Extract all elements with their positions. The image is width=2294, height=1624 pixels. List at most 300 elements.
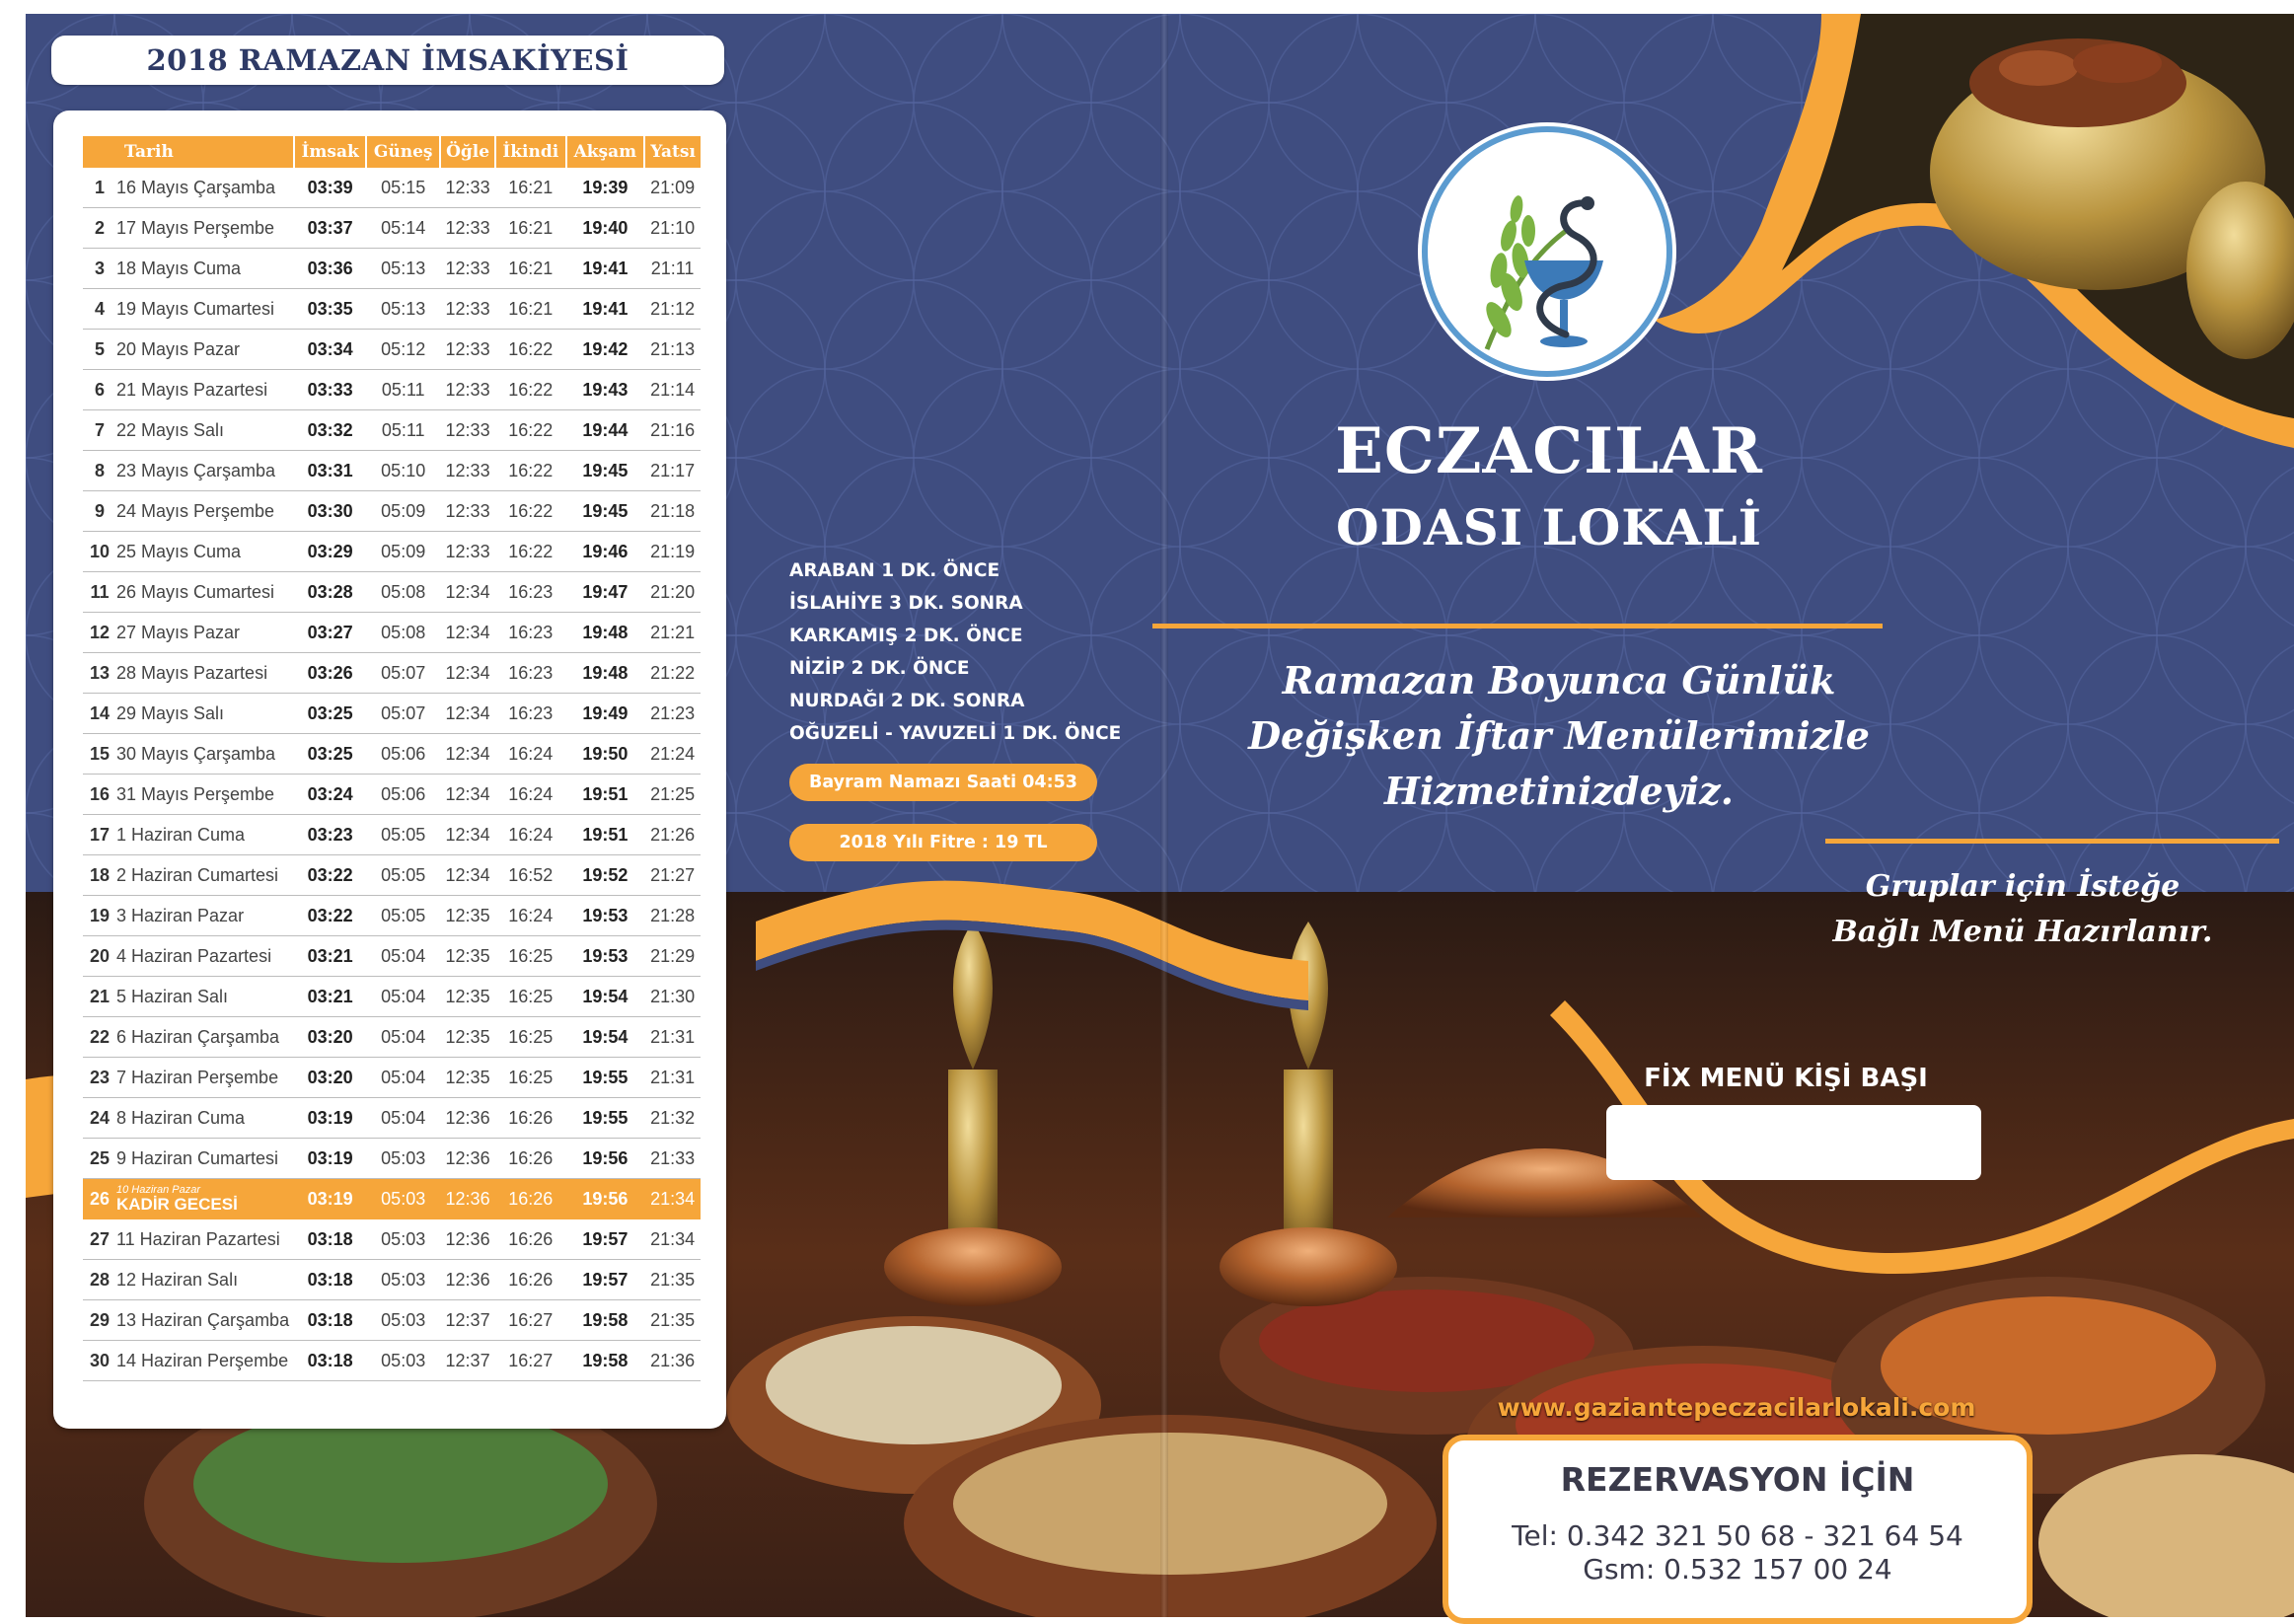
row-yatsi: 21:34 xyxy=(644,1219,701,1260)
row-yatsi: 21:33 xyxy=(644,1139,701,1179)
row-gunes: 05:13 xyxy=(366,249,440,289)
row-ogle: 12:36 xyxy=(440,1260,495,1300)
row-imsak: 03:25 xyxy=(294,734,366,775)
table-row xyxy=(83,1260,701,1300)
table-row xyxy=(83,613,701,653)
slogan-line-3: Hizmetinizdeyiz. xyxy=(1383,769,1734,813)
reservation-title: REZERVASYON İÇİN xyxy=(1560,1460,1915,1499)
row-aksam: 19:50 xyxy=(566,734,645,775)
row-ikindi: 16:25 xyxy=(495,1058,566,1098)
row-gunes: 05:03 xyxy=(366,1139,440,1179)
row-number: 12 xyxy=(83,613,116,653)
row-aksam: 19:55 xyxy=(566,1098,645,1139)
row-aksam: 19:47 xyxy=(566,572,645,613)
row-yatsi: 21:19 xyxy=(644,532,701,572)
row-gunes: 05:05 xyxy=(366,896,440,936)
row-date: 11 Haziran Pazartesi xyxy=(116,1219,294,1260)
brand-name-line1: ECZACILAR xyxy=(1335,414,1763,488)
row-aksam: 19:45 xyxy=(566,451,645,491)
row-imsak: 03:29 xyxy=(294,532,366,572)
row-number: 19 xyxy=(83,896,116,936)
row-ikindi: 16:24 xyxy=(495,815,566,855)
row-gunes: 05:03 xyxy=(366,1179,440,1219)
row-date: 6 Haziran Çarşamba xyxy=(116,1017,294,1058)
row-gunes: 05:04 xyxy=(366,1098,440,1139)
row-ikindi: 16:22 xyxy=(495,370,566,410)
row-ikindi: 16:21 xyxy=(495,289,566,330)
row-ogle: 12:36 xyxy=(440,1179,495,1219)
row-gunes: 05:05 xyxy=(366,855,440,896)
row-ogle: 12:36 xyxy=(440,1219,495,1260)
imsakiye-table xyxy=(83,136,701,1381)
row-imsak: 03:34 xyxy=(294,330,366,370)
row-aksam: 19:48 xyxy=(566,653,645,694)
row-yatsi: 21:18 xyxy=(644,491,701,532)
row-yatsi: 21:28 xyxy=(644,896,701,936)
row-date: 4 Haziran Pazartesi xyxy=(116,936,294,977)
header-tarih: Tarih xyxy=(83,136,294,168)
row-ogle: 12:33 xyxy=(440,168,495,208)
row-ikindi: 16:23 xyxy=(495,613,566,653)
row-gunes: 05:04 xyxy=(366,977,440,1017)
row-gunes: 05:13 xyxy=(366,289,440,330)
row-yatsi: 21:26 xyxy=(644,815,701,855)
row-gunes: 05:03 xyxy=(366,1260,440,1300)
row-imsak: 03:24 xyxy=(294,775,366,815)
row-number: 4 xyxy=(83,289,116,330)
row-number: 10 xyxy=(83,532,116,572)
row-imsak: 03:27 xyxy=(294,613,366,653)
row-gunes: 05:09 xyxy=(366,532,440,572)
row-date: 16 Mayıs Çarşamba xyxy=(116,168,294,208)
row-number: 25 xyxy=(83,1139,116,1179)
row-number: 18 xyxy=(83,855,116,896)
row-imsak: 03:22 xyxy=(294,896,366,936)
table-row xyxy=(83,775,701,815)
row-ikindi: 16:26 xyxy=(495,1179,566,1219)
row-date: 9 Haziran Cumartesi xyxy=(116,1139,294,1179)
row-date: 30 Mayıs Çarşamba xyxy=(116,734,294,775)
row-aksam: 19:41 xyxy=(566,289,645,330)
row-date: 23 Mayıs Çarşamba xyxy=(116,451,294,491)
row-ikindi: 16:21 xyxy=(495,168,566,208)
fitre-pill: 2018 Yılı Fitre : 19 TL xyxy=(789,824,1097,861)
row-yatsi: 21:27 xyxy=(644,855,701,896)
row-ikindi: 16:26 xyxy=(495,1139,566,1179)
row-number: 14 xyxy=(83,694,116,734)
row-date: 20 Mayıs Pazar xyxy=(116,330,294,370)
table-row xyxy=(83,1179,701,1219)
row-aksam: 19:41 xyxy=(566,249,645,289)
row-yatsi: 21:32 xyxy=(644,1098,701,1139)
row-yatsi: 21:22 xyxy=(644,653,701,694)
row-imsak: 03:18 xyxy=(294,1260,366,1300)
row-date: 22 Mayıs Salı xyxy=(116,410,294,451)
row-ogle: 12:35 xyxy=(440,1058,495,1098)
row-yatsi: 21:25 xyxy=(644,775,701,815)
row-number: 28 xyxy=(83,1260,116,1300)
row-date: 13 Haziran Çarşamba xyxy=(116,1300,294,1341)
row-aksam: 19:45 xyxy=(566,491,645,532)
row-imsak: 03:30 xyxy=(294,491,366,532)
header-ikindi: İkindi xyxy=(495,136,566,168)
row-date: 2 Haziran Cumartesi xyxy=(116,855,294,896)
row-date: 27 Mayıs Pazar xyxy=(116,613,294,653)
row-number: 9 xyxy=(83,491,116,532)
row-yatsi: 21:23 xyxy=(644,694,701,734)
row-gunes: 05:04 xyxy=(366,1058,440,1098)
table-row xyxy=(83,491,701,532)
row-number: 30 xyxy=(83,1341,116,1381)
imsakiye-table-card xyxy=(53,111,726,1429)
row-yatsi: 21:13 xyxy=(644,330,701,370)
row-gunes: 05:15 xyxy=(366,168,440,208)
row-imsak: 03:31 xyxy=(294,451,366,491)
row-ikindi: 16:26 xyxy=(495,1260,566,1300)
row-gunes: 05:03 xyxy=(366,1300,440,1341)
row-imsak: 03:35 xyxy=(294,289,366,330)
row-number: 11 xyxy=(83,572,116,613)
row-date: 28 Mayıs Pazartesi xyxy=(116,653,294,694)
table-row xyxy=(83,1219,701,1260)
fix-menu-label: FİX MENÜ KİŞİ BAŞI xyxy=(1644,1064,1928,1093)
header-gunes: Güneş xyxy=(366,136,440,168)
table-header-row xyxy=(83,136,701,168)
row-ikindi: 16:25 xyxy=(495,1017,566,1058)
row-gunes: 05:11 xyxy=(366,370,440,410)
table-row xyxy=(83,896,701,936)
row-yatsi: 21:11 xyxy=(644,249,701,289)
row-yatsi: 21:09 xyxy=(644,168,701,208)
row-yatsi: 21:14 xyxy=(644,370,701,410)
row-ogle: 12:33 xyxy=(440,410,495,451)
row-ogle: 12:34 xyxy=(440,572,495,613)
row-gunes: 05:04 xyxy=(366,936,440,977)
row-aksam: 19:55 xyxy=(566,1058,645,1098)
row-aksam: 19:49 xyxy=(566,694,645,734)
row-number: 1 xyxy=(83,168,116,208)
row-imsak: 03:19 xyxy=(294,1098,366,1139)
district-note: NURDAĞI 2 DK. SONRA xyxy=(789,691,1025,711)
row-gunes: 05:05 xyxy=(366,815,440,855)
row-aksam: 19:48 xyxy=(566,613,645,653)
row-ikindi: 16:22 xyxy=(495,330,566,370)
row-ogle: 12:37 xyxy=(440,1341,495,1381)
table-row xyxy=(83,694,701,734)
row-ikindi: 16:22 xyxy=(495,532,566,572)
row-imsak: 03:21 xyxy=(294,977,366,1017)
row-aksam: 19:56 xyxy=(566,1179,645,1219)
group-note-line-2: Bağlı Menü Hazırlanır. xyxy=(1832,915,2213,949)
row-number: 16 xyxy=(83,775,116,815)
row-ikindi: 16:22 xyxy=(495,410,566,451)
row-aksam: 19:44 xyxy=(566,410,645,451)
row-imsak: 03:22 xyxy=(294,855,366,896)
row-ikindi: 16:24 xyxy=(495,896,566,936)
gold-divider-2 xyxy=(1825,839,2279,844)
row-ogle: 12:34 xyxy=(440,815,495,855)
row-imsak: 03:21 xyxy=(294,936,366,977)
row-number: 2 xyxy=(83,208,116,249)
row-date: 29 Mayıs Salı xyxy=(116,694,294,734)
row-ogle: 12:34 xyxy=(440,653,495,694)
row-date: 7 Haziran Perşembe xyxy=(116,1058,294,1098)
row-ogle: 12:34 xyxy=(440,734,495,775)
row-yatsi: 21:17 xyxy=(644,451,701,491)
header-imsak: İmsak xyxy=(294,136,366,168)
row-ogle: 12:34 xyxy=(440,613,495,653)
row-ogle: 12:33 xyxy=(440,208,495,249)
row-imsak: 03:23 xyxy=(294,815,366,855)
website-link[interactable]: www.gaziantepeczacilarlokali.com xyxy=(1497,1393,1976,1422)
row-number: 21 xyxy=(83,977,116,1017)
row-ikindi: 16:52 xyxy=(495,855,566,896)
table-row xyxy=(83,653,701,694)
row-date: 19 Mayıs Cumartesi xyxy=(116,289,294,330)
row-number: 27 xyxy=(83,1219,116,1260)
row-ogle: 12:33 xyxy=(440,491,495,532)
table-row xyxy=(83,1300,701,1341)
table-row xyxy=(83,1058,701,1098)
row-date: 5 Haziran Salı xyxy=(116,977,294,1017)
row-imsak: 03:33 xyxy=(294,370,366,410)
row-ikindi: 16:25 xyxy=(495,936,566,977)
row-date: 21 Mayıs Pazartesi xyxy=(116,370,294,410)
row-gunes: 05:06 xyxy=(366,775,440,815)
row-aksam: 19:51 xyxy=(566,815,645,855)
header-aksam: Akşam xyxy=(566,136,645,168)
row-ogle: 12:33 xyxy=(440,330,495,370)
caduceus-icon xyxy=(1418,122,1676,381)
row-gunes: 05:11 xyxy=(366,410,440,451)
center-fold xyxy=(1160,14,1168,1617)
table-row xyxy=(83,532,701,572)
slogan xyxy=(1243,653,1875,819)
row-date: 1 Haziran Cuma xyxy=(116,815,294,855)
row-yatsi: 21:24 xyxy=(644,734,701,775)
row-yatsi: 21:21 xyxy=(644,613,701,653)
bayram-namazi-pill: Bayram Namazı Saati 04:53 xyxy=(789,764,1097,801)
row-ikindi: 16:26 xyxy=(495,1219,566,1260)
fix-menu-price-box xyxy=(1606,1105,1981,1180)
row-ikindi: 16:23 xyxy=(495,653,566,694)
table-row xyxy=(83,330,701,370)
row-aksam: 19:56 xyxy=(566,1139,645,1179)
row-imsak: 03:20 xyxy=(294,1017,366,1058)
row-imsak: 03:37 xyxy=(294,208,366,249)
row-imsak: 03:18 xyxy=(294,1219,366,1260)
row-number: 23 xyxy=(83,1058,116,1098)
row-aksam: 19:54 xyxy=(566,1017,645,1058)
row-ogle: 12:34 xyxy=(440,694,495,734)
table-row xyxy=(83,855,701,896)
group-note-line-1: Gruplar için İsteğe xyxy=(1865,869,2181,904)
row-aksam: 19:54 xyxy=(566,977,645,1017)
row-yatsi: 21:12 xyxy=(644,289,701,330)
row-imsak: 03:26 xyxy=(294,653,366,694)
row-ikindi: 16:24 xyxy=(495,775,566,815)
row-aksam: 19:57 xyxy=(566,1260,645,1300)
table-row xyxy=(83,1341,701,1381)
table-row xyxy=(83,1139,701,1179)
row-ogle: 12:34 xyxy=(440,775,495,815)
row-aksam: 19:39 xyxy=(566,168,645,208)
row-number: 8 xyxy=(83,451,116,491)
row-gunes: 05:08 xyxy=(366,572,440,613)
row-number: 7 xyxy=(83,410,116,451)
header-yatsi: Yatsı xyxy=(644,136,701,168)
row-date: 8 Haziran Cuma xyxy=(116,1098,294,1139)
row-number: 13 xyxy=(83,653,116,694)
row-gunes: 05:08 xyxy=(366,613,440,653)
row-date: 26 Mayıs Cumartesi xyxy=(116,572,294,613)
pharmacy-logo xyxy=(1418,122,1676,381)
group-note xyxy=(1806,864,2240,955)
row-ikindi: 16:21 xyxy=(495,208,566,249)
row-gunes: 05:10 xyxy=(366,451,440,491)
table-row xyxy=(83,815,701,855)
reservation-tel: Tel: 0.342 321 50 68 - 321 64 54 xyxy=(1512,1519,1963,1552)
row-ogle: 12:35 xyxy=(440,1017,495,1058)
row-gunes: 05:07 xyxy=(366,694,440,734)
row-gunes: 05:03 xyxy=(366,1341,440,1381)
district-note: KARKAMIŞ 2 DK. ÖNCE xyxy=(789,626,1023,646)
row-aksam: 19:40 xyxy=(566,208,645,249)
table-row xyxy=(83,370,701,410)
row-ikindi: 16:22 xyxy=(495,491,566,532)
row-ogle: 12:35 xyxy=(440,936,495,977)
table-row xyxy=(83,410,701,451)
row-imsak: 03:36 xyxy=(294,249,366,289)
row-imsak: 03:32 xyxy=(294,410,366,451)
row-yatsi: 21:20 xyxy=(644,572,701,613)
row-ogle: 12:33 xyxy=(440,370,495,410)
row-ogle: 12:33 xyxy=(440,249,495,289)
row-imsak: 03:25 xyxy=(294,694,366,734)
row-gunes: 05:09 xyxy=(366,491,440,532)
row-gunes: 05:07 xyxy=(366,653,440,694)
table-row xyxy=(83,249,701,289)
row-imsak: 03:19 xyxy=(294,1139,366,1179)
row-ogle: 12:34 xyxy=(440,855,495,896)
row-yatsi: 21:35 xyxy=(644,1260,701,1300)
row-date: 3 Haziran Pazar xyxy=(116,896,294,936)
row-ogle: 12:33 xyxy=(440,451,495,491)
row-yatsi: 21:36 xyxy=(644,1341,701,1381)
row-ogle: 12:35 xyxy=(440,896,495,936)
imsakiye-title-box xyxy=(51,36,724,85)
row-ikindi: 16:24 xyxy=(495,734,566,775)
row-imsak: 03:20 xyxy=(294,1058,366,1098)
row-aksam: 19:52 xyxy=(566,855,645,896)
row-number: 26 xyxy=(83,1179,116,1219)
row-number: 3 xyxy=(83,249,116,289)
table-row xyxy=(83,208,701,249)
row-aksam: 19:57 xyxy=(566,1219,645,1260)
row-aksam: 19:51 xyxy=(566,775,645,815)
district-time-notes xyxy=(789,554,1121,750)
row-imsak: 03:18 xyxy=(294,1300,366,1341)
row-ikindi: 16:27 xyxy=(495,1341,566,1381)
row-ikindi: 16:23 xyxy=(495,572,566,613)
row-number: 15 xyxy=(83,734,116,775)
row-number: 17 xyxy=(83,815,116,855)
row-ogle: 12:35 xyxy=(440,977,495,1017)
row-ikindi: 16:22 xyxy=(495,451,566,491)
row-date: 12 Haziran Salı xyxy=(116,1260,294,1300)
row-ogle: 12:33 xyxy=(440,289,495,330)
row-aksam: 19:58 xyxy=(566,1341,645,1381)
row-gunes: 05:04 xyxy=(366,1017,440,1058)
row-number: 20 xyxy=(83,936,116,977)
row-ogle: 12:33 xyxy=(440,532,495,572)
row-number: 24 xyxy=(83,1098,116,1139)
row-date: 18 Mayıs Cuma xyxy=(116,249,294,289)
row-number: 6 xyxy=(83,370,116,410)
table-row xyxy=(83,451,701,491)
row-ogle: 12:36 xyxy=(440,1139,495,1179)
row-imsak: 03:19 xyxy=(294,1179,366,1219)
row-aksam: 19:53 xyxy=(566,896,645,936)
row-date: 14 Haziran Perşembe xyxy=(116,1341,294,1381)
table-body xyxy=(83,168,701,1381)
table-row xyxy=(83,572,701,613)
row-date: 17 Mayıs Perşembe xyxy=(116,208,294,249)
row-aksam: 19:43 xyxy=(566,370,645,410)
row-number: 22 xyxy=(83,1017,116,1058)
row-date: 31 Mayıs Perşembe xyxy=(116,775,294,815)
imsakiye-title: 2018 RAMAZAN İMSAKİYESİ xyxy=(146,43,629,77)
row-ogle: 12:36 xyxy=(440,1098,495,1139)
row-imsak: 03:18 xyxy=(294,1341,366,1381)
row-yatsi: 21:30 xyxy=(644,977,701,1017)
row-date: 25 Mayıs Cuma xyxy=(116,532,294,572)
district-note: NİZİP 2 DK. ÖNCE xyxy=(789,658,970,679)
table-row xyxy=(83,168,701,208)
row-ikindi: 16:27 xyxy=(495,1300,566,1341)
row-number: 5 xyxy=(83,330,116,370)
row-yatsi: 21:31 xyxy=(644,1017,701,1058)
table-row xyxy=(83,936,701,977)
row-ikindi: 16:25 xyxy=(495,977,566,1017)
row-yatsi: 21:29 xyxy=(644,936,701,977)
district-note: ARABAN 1 DK. ÖNCE xyxy=(789,560,1000,581)
row-number: 29 xyxy=(83,1300,116,1341)
brand-name-line2: ODASI LOKALİ xyxy=(1335,498,1763,556)
row-aksam: 19:46 xyxy=(566,532,645,572)
table-row xyxy=(83,734,701,775)
row-date: 24 Mayıs Perşembe xyxy=(116,491,294,532)
row-yatsi: 21:35 xyxy=(644,1300,701,1341)
row-imsak: 03:39 xyxy=(294,168,366,208)
row-ikindi: 16:23 xyxy=(495,694,566,734)
header-ogle: Öğle xyxy=(440,136,495,168)
district-note: İSLAHİYE 3 DK. SONRA xyxy=(789,593,1023,614)
reservation-box xyxy=(1443,1435,2033,1624)
slogan-line-2: Değişken İftar Menülerimizle xyxy=(1248,713,1870,758)
row-yatsi: 21:34 xyxy=(644,1179,701,1219)
slogan-line-1: Ramazan Boyunca Günlük xyxy=(1282,658,1836,702)
row-gunes: 05:14 xyxy=(366,208,440,249)
row-yatsi: 21:31 xyxy=(644,1058,701,1098)
row-imsak: 03:28 xyxy=(294,572,366,613)
reservation-gsm: Gsm: 0.532 157 00 24 xyxy=(1583,1553,1892,1586)
row-gunes: 05:03 xyxy=(366,1219,440,1260)
row-ikindi: 16:26 xyxy=(495,1098,566,1139)
row-aksam: 19:42 xyxy=(566,330,645,370)
row-date-kadir: KADİR GECESİ xyxy=(116,1194,238,1214)
row-aksam: 19:53 xyxy=(566,936,645,977)
